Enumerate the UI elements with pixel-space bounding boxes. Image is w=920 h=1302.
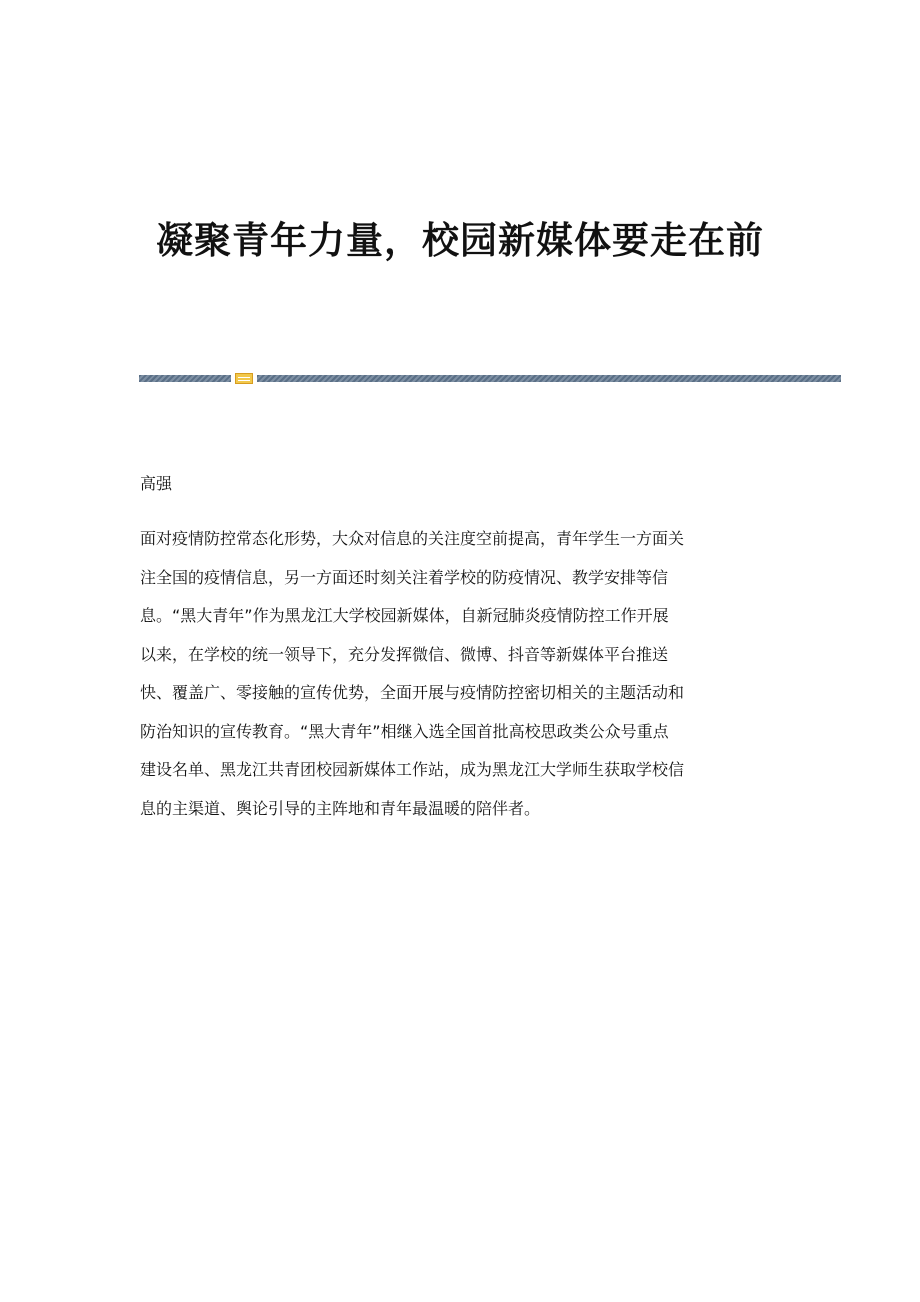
body-line: 面对疫情防控常态化形势，大众对信息的关注度空前提高，青年学生一方面关 [140,529,685,548]
divider-bar-right [257,375,841,382]
body-line: 以来，在学校的统一领导下，充分发挥微信、微博、抖音等新媒体平台推送 [140,644,669,664]
title-divider [139,373,841,385]
divider-emblem-icon [235,373,253,384]
author-name: 高强 [140,474,173,493]
body-line: 防治知识的宣传教育。“黑大青年”相继入选全国首批高校思政类公众号重点 [140,721,669,741]
body-paragraph [140,520,782,828]
body-line: 息的主渠道、舆论引导的主阵地和青年最温暖的陪伴者。 [140,798,541,818]
body-line: 快、覆盖广、零接触的宣传优势，全面开展与疫情防控密切相关的主题活动和 [140,683,685,702]
body-line: 建设名单、黑龙江共青团校园新媒体工作站，成为黑龙江大学师生获取学校信 [140,760,685,779]
document-title: 凝聚青年力量，校园新媒体要走在前 [156,218,764,262]
body-line: 息。“黑大青年”作为黑龙江大学校园新媒体，自新冠肺炎疫情防控工作开展 [140,606,669,625]
divider-bar-left [139,375,231,382]
body-line: 注全国的疫情信息，另一方面还时刻关注着学校的防疫情况、教学安排等信 [140,567,669,587]
